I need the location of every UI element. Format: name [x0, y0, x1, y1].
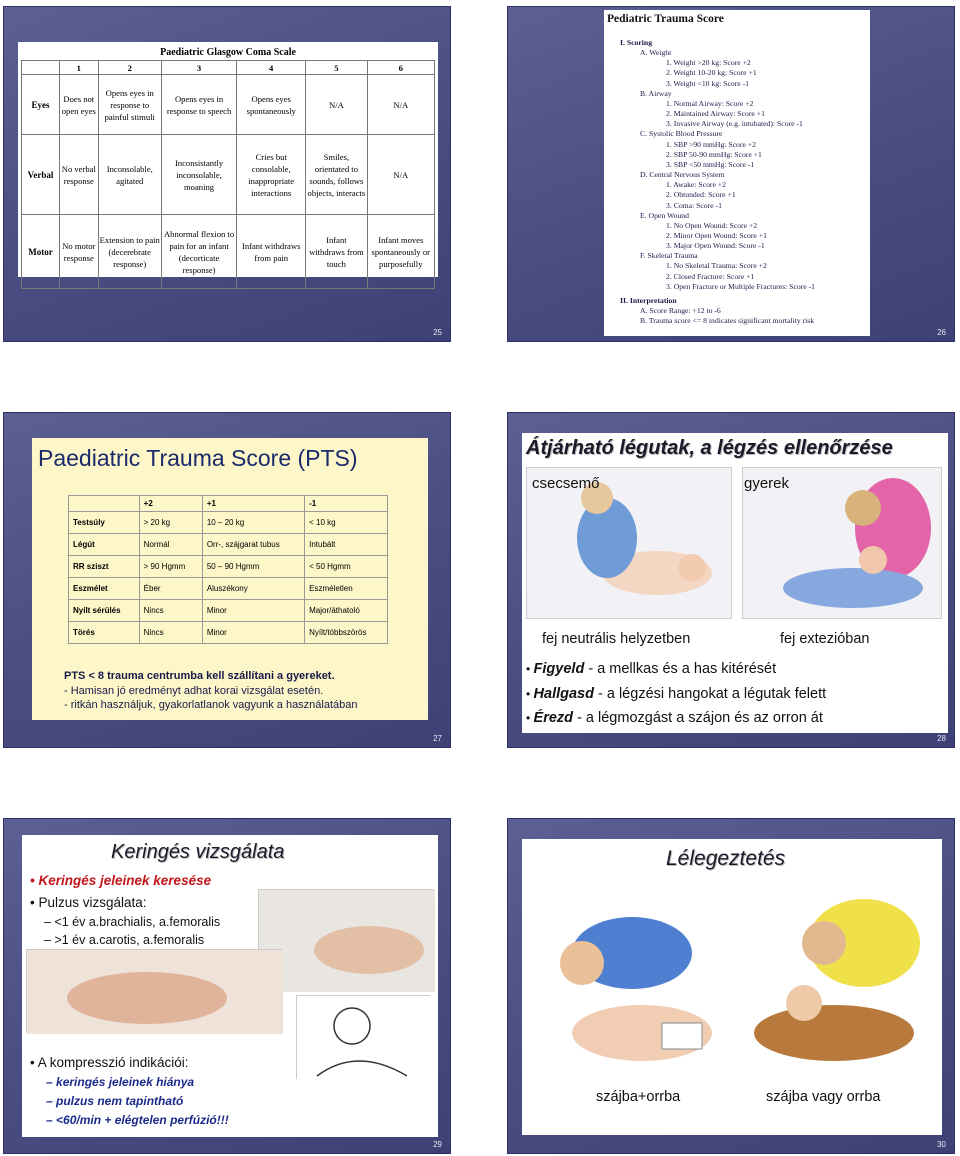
scoring-line: 2. Maintained Airway: Score +1 [666, 109, 765, 119]
scoring-line: 2. SBP 50-90 mmHg: Score +1 [666, 149, 762, 159]
pulse-check-bullet: • Pulzus vizsgálata: [30, 895, 147, 910]
slide-28[interactable] [507, 412, 955, 748]
scoring-line: I. Scoring [620, 38, 653, 47]
pts-row-header: Nyílt sérülés [69, 600, 140, 622]
pts-cell: Major/áthatoló [305, 600, 388, 622]
gcs-header-cell: 1 [60, 61, 99, 75]
bullet-key: Figyeld [533, 661, 585, 677]
slide-title: Átjárható légutak, a légzés ellenőrzése [526, 437, 893, 459]
pts-cell: Intubált [305, 534, 388, 556]
bullet-text: keringés jeleinek hiánya [56, 1075, 195, 1089]
gcs-cell: N/A [367, 135, 434, 215]
gcs-header-cell: 2 [98, 61, 161, 75]
pts-cell: Nincs [139, 622, 202, 644]
slide-number: 30 [937, 1140, 946, 1149]
child-neck-icon [297, 996, 431, 1080]
pts-cell: Nyílt/többszörös [305, 622, 388, 644]
slide-30[interactable] [507, 818, 955, 1154]
pts-cell: Eszméletlen [305, 578, 388, 600]
bullet-text: - a légzési hangokat a légutak felett [593, 685, 827, 702]
pulse-under-1yr: – <1 év a.brachialis, a.femoralis [44, 915, 221, 929]
gcs-header-cell: 4 [237, 61, 306, 75]
gcs-row [22, 75, 435, 135]
scoring-line: 3. Coma: Score -1 [666, 200, 722, 210]
slide-title: Paediatric Trauma Score (PTS) [38, 445, 358, 471]
gcs-cell: Infant withdraws from touch [306, 215, 367, 289]
indication-no-pulse: – pulzus nem tapintható [46, 1094, 184, 1108]
scoring-list [604, 38, 870, 326]
gcs-title: Paediatric Glasgow Coma Scale [160, 47, 296, 58]
pts-row-header: Törés [69, 622, 140, 644]
pts-cell: < 10 kg [305, 512, 388, 534]
pts-cell: Aluszékony [202, 578, 304, 600]
scoring-line: 2. Obtunded: Score +1 [666, 190, 736, 200]
scoring-line: 3. Major Open Wound: Score -1 [666, 241, 765, 251]
pts-row [69, 556, 388, 578]
slide-number: 29 [433, 1140, 442, 1149]
pts-row-header: Légút [69, 534, 140, 556]
scoring-line: 1. No Open Wound: Score +2 [666, 220, 758, 230]
document-title: Pediatric Trauma Score [607, 13, 724, 25]
infant-icon [27, 950, 283, 1034]
pts-table [68, 495, 388, 644]
slide-number: 28 [937, 734, 946, 743]
pts-row-header: RR sziszt [69, 556, 140, 578]
indication-no-circulation: – keringés jeleinek hiánya [46, 1075, 195, 1089]
scoring-line: 1. Awake: Score +2 [666, 180, 726, 190]
bullet-text: A kompresszió indikációi: [37, 1055, 189, 1070]
scoring-line: B. Trauma score <= 8 indicates significant mortality risk [640, 316, 815, 326]
gcs-cell: Opens eyes spontaneously [237, 75, 306, 135]
note-line: - ritkán használjuk, gyakorlatlanok vagyunk a használatában [64, 699, 358, 711]
gcs-header-cell: 6 [367, 61, 434, 75]
bullet-text: >1 év a.carotis, a.femoralis [54, 933, 205, 947]
pts-header-cell: -1 [305, 496, 388, 512]
gcs-row [22, 135, 435, 215]
gcs-row-header: Eyes [22, 75, 60, 135]
infant-ventilation-illustration [532, 883, 732, 1079]
slide-29[interactable] [3, 818, 451, 1154]
pts-cell: Éber [139, 578, 202, 600]
gcs-cell: Cries but consolable, inappropriate interactions [237, 135, 306, 215]
gcs-cell: N/A [306, 75, 367, 135]
bullet-text: pulzus nem tapintható [56, 1094, 184, 1108]
scoring-line: F. Skeletal Trauma [640, 251, 698, 261]
bullet-text: - a mellkas és a has kitérését [584, 661, 777, 677]
slide-title: Keringés vizsgálata [111, 841, 285, 863]
scoring-line: B. Airway [640, 88, 672, 98]
gcs-header-cell: 5 [306, 61, 367, 75]
gcs-header-cell [22, 61, 60, 75]
scoring-line: A. Score Range: +12 to -6 [640, 306, 721, 316]
pts-row [69, 622, 388, 644]
gcs-cell: Inconsolable, agitated [98, 135, 161, 215]
slide-27[interactable] [3, 412, 451, 748]
scoring-line: 2. Minor Open Wound: Score +1 [666, 230, 767, 240]
slide-26[interactable] [507, 6, 955, 342]
gcs-row-header: Verbal [22, 135, 60, 215]
caption-mouth-or-nose: szájba vagy orrba [766, 1089, 881, 1105]
pulse-over-1yr: – >1 év a.carotis, a.femoralis [44, 933, 205, 947]
gcs-header-cell: 3 [161, 61, 236, 75]
scoring-line: II. Interpretation [620, 295, 677, 305]
pts-cell: Orr-, szájgarat tubus [202, 534, 304, 556]
scoring-line: 3. SBP <50 mmHg: Score -1 [666, 159, 755, 169]
pts-row [69, 600, 388, 622]
bullet-text: - a légmozgást a szájon és az orron át [573, 710, 823, 726]
scoring-line: 3. Invasive Airway (e.g. intubated): Score -1 [666, 119, 803, 129]
mouth-to-mouth-icon [744, 883, 938, 1079]
scoring-line: 2. Closed Fracture: Score +1 [666, 271, 755, 281]
pts-row-header: Testsúly [69, 512, 140, 534]
gcs-cell: N/A [367, 75, 434, 135]
infant-femoral-pulse-photo [26, 949, 282, 1033]
gcs-table-panel [18, 42, 438, 277]
note-line: - Hamisan jó eredményt adhat korai vizsgálat esetén. [64, 684, 324, 697]
gcs-cell: Inconsistantly inconsolable, moaning [161, 135, 236, 215]
scoring-line: C. Systolic Blood Pressure [640, 129, 723, 139]
pts-header-cell: +1 [202, 496, 304, 512]
pulse-palpation-photo [258, 889, 434, 991]
gcs-cell: Extension to pain (decerebrate response) [98, 215, 161, 289]
pts-row [69, 578, 388, 600]
bullet-look [526, 657, 826, 682]
scoring-line: 1. Weight >20 kg: Score +2 [666, 58, 751, 68]
pts-row [69, 534, 388, 556]
pts-cell: Normál [139, 534, 202, 556]
caption-mouth-nose: szájba+orrba [596, 1089, 681, 1105]
scoring-line: A. Weight [640, 48, 672, 58]
bullet-key: Hallgasd [533, 685, 594, 702]
caption-neutral-head: fej neutrális helyzetben [542, 631, 691, 647]
pts-notes [64, 669, 358, 713]
gcs-cell: No verbal response [60, 135, 99, 215]
pts-cell: 50 – 90 Hgmm [202, 556, 304, 578]
pts-header-cell [69, 496, 140, 512]
gcs-cell: Abnormal flexion to pain for an infant (decorticate response) [161, 215, 236, 289]
pts-header-cell: +2 [139, 496, 202, 512]
bullet-key: Érezd [533, 710, 574, 726]
carotid-pulse-drawing [296, 995, 430, 1079]
gcs-cell: Does not open eyes [60, 75, 99, 135]
hand-icon [259, 890, 435, 992]
gcs-table [21, 60, 435, 289]
bullet-listen [526, 682, 826, 707]
slide-number: 26 [937, 328, 946, 337]
pts-cell: Minor [202, 622, 304, 644]
compression-indications-bullet: • A kompresszió indikációi: [30, 1055, 189, 1070]
scoring-line: 3. Open Fracture or Multiple Fractures: Score -1 [666, 281, 816, 291]
gcs-cell: Opens eyes in response to painful stimuli [98, 75, 161, 135]
pts-row [69, 512, 388, 534]
mouth-to-mouth-nose-icon [532, 883, 732, 1079]
scoring-line: E. Open Wound [640, 210, 689, 220]
child-ventilation-illustration [744, 883, 938, 1079]
gcs-cell: Infant withdraws from pain [237, 215, 306, 289]
note-line: PTS < 8 trauma centrumba kell szállítani a gyereket. [64, 670, 335, 682]
scoring-line: 1. Normal Airway: Score +2 [666, 98, 754, 108]
bullet-text: <1 év a.brachialis, a.femoralis [54, 915, 221, 929]
pts-cell: < 50 Hgmm [305, 556, 388, 578]
pts-cell: Minor [202, 600, 304, 622]
pediatric-trauma-score-document [604, 10, 870, 336]
label-infant: csecsemő [532, 475, 600, 492]
gcs-row [22, 215, 435, 289]
bullet-feel [526, 706, 826, 731]
gcs-row-header: Motor [22, 215, 60, 289]
caption-extended-head: fej extezióban [780, 631, 870, 647]
scoring-line: 1. SBP >90 mmHg: Score +2 [666, 139, 756, 149]
gcs-cell: Infant moves spontaneously or purposefully [367, 215, 434, 289]
slide-title: Lélegeztetés [666, 847, 786, 870]
gcs-cell: Smiles, orientated to sounds, follows objects, interacts [306, 135, 367, 215]
bullet-text: Pulzus vizsgálata: [38, 895, 147, 910]
scoring-line: 2. Weight 10-20 kg: Score +1 [666, 68, 757, 78]
assessment-bullets [526, 657, 826, 731]
scoring-line: 3. Weight <10 kg: Score -1 [666, 78, 749, 88]
scoring-line: 1. No Skeletal Trauma: Score +2 [666, 261, 767, 271]
slide-number: 27 [433, 734, 442, 743]
slide-number: 25 [433, 328, 442, 337]
indication-bradycardia: – <60/min + elégtelen perfúzió!!! [46, 1113, 229, 1127]
circulation-signs-bullet: • Keringés jeleinek keresése [30, 873, 212, 888]
pts-cell: 10 – 20 kg [202, 512, 304, 534]
pts-cell: > 20 kg [139, 512, 202, 534]
pts-cell: > 90 Hgmm [139, 556, 202, 578]
gcs-cell: No motor response [60, 215, 99, 289]
pts-cell: Nincs [139, 600, 202, 622]
bullet-text: <60/min + elégtelen perfúzió!!! [56, 1113, 229, 1127]
pts-row-header: Eszmélet [69, 578, 140, 600]
scoring-line: D. Central Nervous System [640, 170, 725, 180]
label-child: gyerek [744, 475, 790, 492]
slide-25[interactable] [3, 6, 451, 342]
gcs-cell: Opens eyes in response to speech [161, 75, 236, 135]
bullet-text: Keringés jeleinek keresése [38, 873, 212, 888]
